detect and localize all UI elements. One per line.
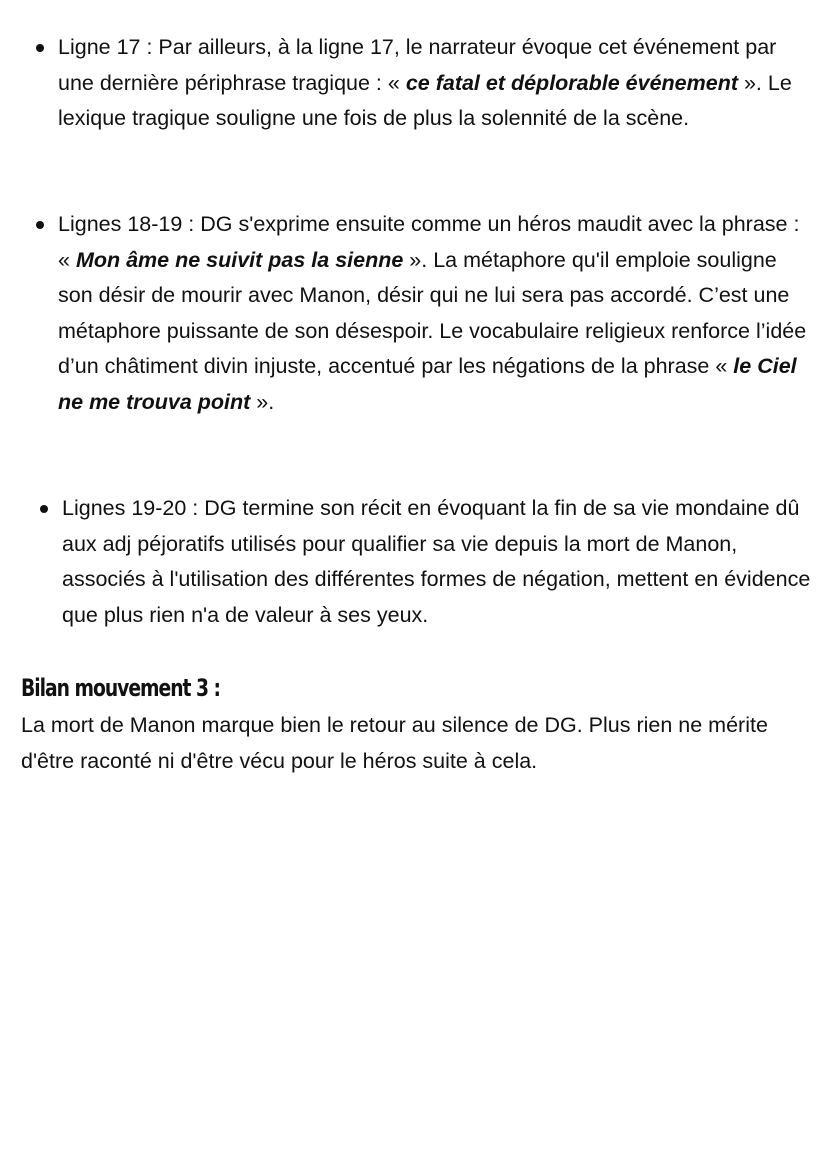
bullet-text bbox=[58, 207, 810, 420]
text-segment: ». Le lexique tragique souligne une fois de plus la solennité de la scène. bbox=[58, 70, 792, 130]
bullet-item-ligne-17 bbox=[58, 30, 808, 137]
text-segment: Lignes 18-19 : DG s'exprime ensuite comme un héros maudit avec la phrase : « bbox=[58, 212, 800, 272]
text-segment: Lignes 19-20 : DG termine son récit en évoquant la fin de sa vie mondaine dû aux adj péjoratifs utilisés pour qualifier sa vie depuis la mort de Manon, associés à l'utilisation des différentes formes de négation, mettent en évidence que plus rien n'a de valeur à ses yeux. bbox=[62, 496, 811, 627]
summary-heading: Bilan mouvement 3 : bbox=[21, 674, 220, 702]
bullet-dot-icon bbox=[40, 505, 48, 513]
text-segment: ». La métaphore qu'il emploie souligne son désir de mourir avec Manon, désir qui ne lui sera pas accordé. C’est une métaphore puissante de son désespoir. Le vocabulaire religieux renforce l’idée d’un châtiment divin injuste, accentué par les négations de la phrase « bbox=[58, 247, 807, 378]
bullet-text bbox=[58, 30, 808, 137]
quoted-text: Mon âme ne suivit pas la sienne bbox=[75, 247, 404, 272]
text-segment: ». bbox=[250, 389, 275, 414]
bullet-dot-icon bbox=[36, 221, 44, 229]
quoted-text: le Ciel ne me trouva point bbox=[58, 354, 797, 414]
summary-body: La mort de Manon marque bien le retour au silence de DG. Plus rien ne mérite d'être raconté ni d'être vécu pour le héros suite à cela. bbox=[21, 713, 768, 773]
quoted-text: ce fatal et déplorable événement bbox=[405, 70, 738, 95]
text-segment: Ligne 17 : Par ailleurs, à la ligne 17, le narrateur évoque cet événement par une dernière périphrase tragique : « bbox=[58, 35, 777, 95]
bullet-item-lignes-18-19 bbox=[58, 207, 810, 420]
bullet-item-lignes-19-20 bbox=[62, 491, 814, 633]
bullet-dot-icon bbox=[36, 44, 44, 52]
bullet-text bbox=[62, 491, 814, 633]
